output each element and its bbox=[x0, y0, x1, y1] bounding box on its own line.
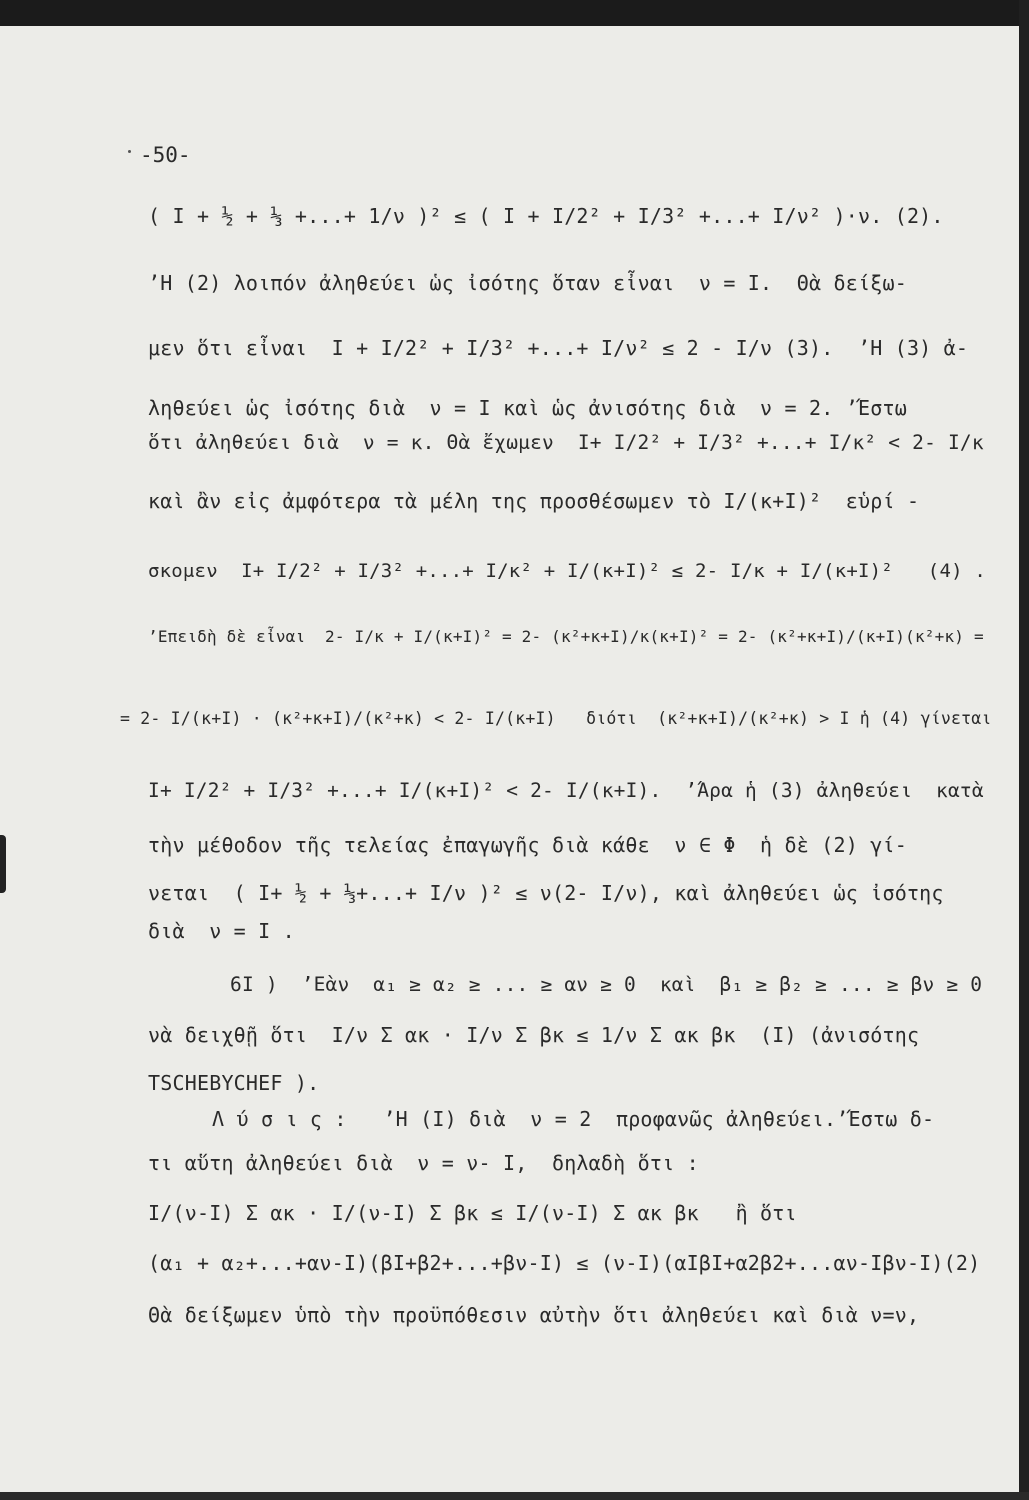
page-number: -50- bbox=[140, 143, 191, 167]
text-line: ’Επειδὴ δὲ εἶναι 2- I/κ + I/(κ+I)² = 2- (κ²+κ+I)/κ(κ+I)² = 2- (κ²+κ+I)/(κ+I)(κ²+κ) = bbox=[148, 627, 984, 646]
text-line: = 2- I/(κ+I) · (κ²+κ+I)/(κ²+κ) < 2- I/(κ+I) διότι (κ²+κ+I)/(κ²+κ) > I ἡ (4) γίνεται bbox=[120, 709, 992, 728]
text-line: ( I + ½ + ⅓ +...+ 1/ν )² ≤ ( I + I/2² + I/3² +...+ I/ν² )·ν. (2). bbox=[148, 204, 944, 228]
text-line: ’H (2) λοιπόν ἀληθεύει ὡς ἰσότης ὅταν εἶναι ν = I. Θὰ δείξω- bbox=[148, 271, 907, 295]
text-line: διὰ ν = I . bbox=[148, 919, 295, 943]
margin-dot bbox=[128, 150, 131, 153]
text-line: I/(ν-I) Σ ακ · I/(ν-I) Σ βκ ≤ I/(ν-I) Σ ακ βκ ἢ ὅτι bbox=[148, 1201, 797, 1225]
text-line: νεται ( I+ ½ + ⅓+...+ I/ν )² ≤ ν(2- I/ν), καὶ ἀληθεύει ὡς ἰσότης bbox=[148, 881, 944, 905]
binding-hole-mark bbox=[0, 835, 6, 893]
text-line: καὶ ἂν εἰς ἀμφότερα τὰ μέλη της προσθέσωμεν τὸ I/(κ+I)² εὑρί - bbox=[148, 489, 920, 513]
text-line: ὅτι ἀληθεύει διὰ ν = κ. Θὰ ἔχωμεν I+ I/2² + I/3² +...+ I/κ² < 2- I/κ bbox=[148, 431, 984, 454]
text-line: Λ ύ σ ι ς : ’H (I) διὰ ν = 2 προφανῶς ἀληθεύει.’Έστω δ- bbox=[212, 1107, 935, 1131]
scan-top-border bbox=[0, 0, 1029, 26]
text-line: νὰ δειχθῇ ὅτι I/ν Σ ακ · I/ν Σ βκ ≤ 1/ν Σ ακ βκ (I) (ἀνισότης bbox=[148, 1023, 920, 1047]
scan-bottom-border bbox=[0, 1492, 1029, 1500]
text-line: σκομεν I+ I/2² + I/3² +...+ I/κ² + I/(κ+I)² ≤ 2- I/κ + I/(κ+I)² (4) . bbox=[148, 560, 987, 582]
text-line: τὴν μέθοδον τῆς τελείας ἐπαγωγῆς διὰ κάθε ν ∈ Φ ἡ δὲ (2) γί- bbox=[148, 833, 907, 857]
text-line: μεν ὅτι εἶναι I + I/2² + I/3² +...+ I/ν² ≤ 2 - I/ν (3). ’H (3) ἀ- bbox=[148, 336, 969, 360]
text-line: Θὰ δείξωμεν ὑπὸ τὴν προϋπόθεσιν αὐτὴν ὅτι ἀληθεύει καὶ διὰ ν=ν, bbox=[148, 1303, 920, 1327]
text-line: (α₁ + α₂+...+αν-I)(βI+β2+...+βν-I) ≤ (ν-I)(αIβI+α2β2+...αν-Iβν-I)(2) bbox=[148, 1251, 981, 1275]
scan-right-border bbox=[1019, 0, 1029, 1500]
text-line: 6I ) ’Εὰν α₁ ≥ α₂ ≥ ... ≥ αν ≥ 0 καὶ β₁ ≥ β₂ ≥ ... ≥ βν ≥ 0 bbox=[230, 973, 983, 996]
text-line: ληθεύει ὡς ἰσότης διὰ ν = I καὶ ὡς ἀνισότης διὰ ν = 2. ’Έστω bbox=[148, 396, 907, 420]
text-line: τι αὕτη ἀληθεύει διὰ ν = ν- I, δηλαδὴ ὅτι : bbox=[148, 1151, 699, 1175]
text-line: I+ I/2² + I/3² +...+ I/(κ+I)² < 2- I/(κ+I). ’Άρα ἡ (3) ἀληθεύει κατὰ bbox=[148, 779, 984, 802]
text-line: TSCHEBYCHEF ). bbox=[148, 1071, 320, 1095]
